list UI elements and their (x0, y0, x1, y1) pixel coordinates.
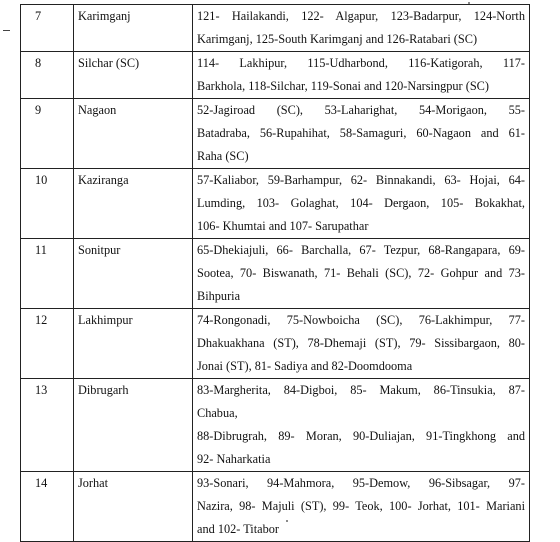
constituency-name-cell: Karimganj (74, 5, 193, 52)
segment-line: 83-Margherita, 84-Digboi, 85- Makum, 86-Tinsukia, 87- (197, 383, 525, 397)
segment-line: and 102- Titabor (197, 522, 279, 536)
serial-number-cell: 11 (21, 239, 74, 309)
segment-line: 121- Hailakandi, 122- Algapur, 123-Badarpur, 124-North (197, 9, 525, 23)
table-row (21, 379, 530, 472)
serial-number-cell: 14 (21, 472, 74, 542)
segment-line: Chabua, (197, 406, 238, 420)
assembly-segments-cell (193, 52, 530, 99)
table-row (21, 472, 530, 542)
assembly-segments-cell (193, 379, 530, 472)
segment-line: 114- Lakhipur, 115-Udharbond, 116-Katigorah, 117- (197, 56, 525, 70)
table-row (21, 309, 530, 379)
segment-line: Dhakuakhana (ST), 78-Dhemaji (ST), 79- Sissibargaon, 80- (197, 336, 525, 350)
constituency-table (20, 4, 530, 542)
segment-line: Bihpuria (197, 289, 241, 303)
segment-line: 93-Sonari, 94-Mahmora, 95-Demow, 96-Sibsagar, 97- (197, 476, 525, 490)
assembly-segments-cell (193, 99, 530, 169)
segment-line: Batadraba, 56-Rupahihat, 58-Samaguri, 60-Nagaon and 61- (197, 126, 525, 140)
table-row (21, 5, 530, 52)
serial-number-cell: 9 (21, 99, 74, 169)
constituency-name-cell: Jorhat (74, 472, 193, 542)
table-row (21, 169, 530, 239)
segment-line: Raha (SC) (197, 149, 249, 163)
serial-number-cell: 13 (21, 379, 74, 472)
segment-line: 57-Kaliabor, 59-Barhampur, 62- Binnakandi, 63- Hojai, 64- (197, 173, 525, 187)
constituency-name-cell: Silchar (SC) (74, 52, 193, 99)
assembly-segments-cell (193, 472, 530, 542)
serial-number-cell: 7 (21, 5, 74, 52)
segment-line: 74-Rongonadi, 75-Nowboicha (SC), 76-Lakhimpur, 77- (197, 313, 525, 327)
table-row (21, 99, 530, 169)
segment-line: 88-Dibrugrah, 89- Moran, 90-Duliajan, 91-Tingkhong and (197, 429, 525, 443)
assembly-segments-cell (193, 169, 530, 239)
segment-line: Sootea, 70- Biswanath, 71- Behali (SC), 72- Gohpur and 73- (197, 266, 525, 280)
assembly-segments-cell (193, 239, 530, 309)
segment-line: Lumding, 103- Golaghat, 104- Dergaon, 105- Bokakhat, (197, 196, 525, 210)
table-body (21, 5, 530, 542)
segment-line: Jonai (ST), 81- Sadiya and 82-Doomdooma (197, 359, 413, 373)
segment-line: Nazira, 98- Majuli (ST), 99- Teok, 100- Jorhat, 101- Mariani (197, 499, 525, 513)
segment-line: Karimganj, 125-South Karimganj and 126-Ratabari (SC) (197, 32, 478, 46)
table-row (21, 239, 530, 309)
constituency-name-cell: Lakhimpur (74, 309, 193, 379)
constituency-name-cell: Nagaon (74, 99, 193, 169)
segment-line: 52-Jagiroad (SC), 53-Laharighat, 54-Morigaon, 55- (197, 103, 525, 117)
assembly-segments-cell (193, 309, 530, 379)
serial-number-cell: 8 (21, 52, 74, 99)
segment-line: Barkhola, 118-Silchar, 119-Sonai and 120-Narsingpur (SC) (197, 79, 489, 93)
segment-line: 92- Naharkatia (197, 452, 271, 466)
constituency-name-cell: Kaziranga (74, 169, 193, 239)
constituency-name-cell: Sonitpur (74, 239, 193, 309)
table-row (21, 52, 530, 99)
assembly-segments-cell (193, 5, 530, 52)
segment-line: 65-Dhekiajuli, 66- Barchalla, 67- Tezpur, 68-Rangapara, 69- (197, 243, 525, 257)
serial-number-cell: 12 (21, 309, 74, 379)
constituency-name-cell: Dibrugarh (74, 379, 193, 472)
serial-number-cell: 10 (21, 169, 74, 239)
document-page (20, 4, 530, 542)
segment-line: 106- Khumtai and 107- Sarupathar (197, 219, 369, 233)
margin-mark (3, 30, 10, 31)
